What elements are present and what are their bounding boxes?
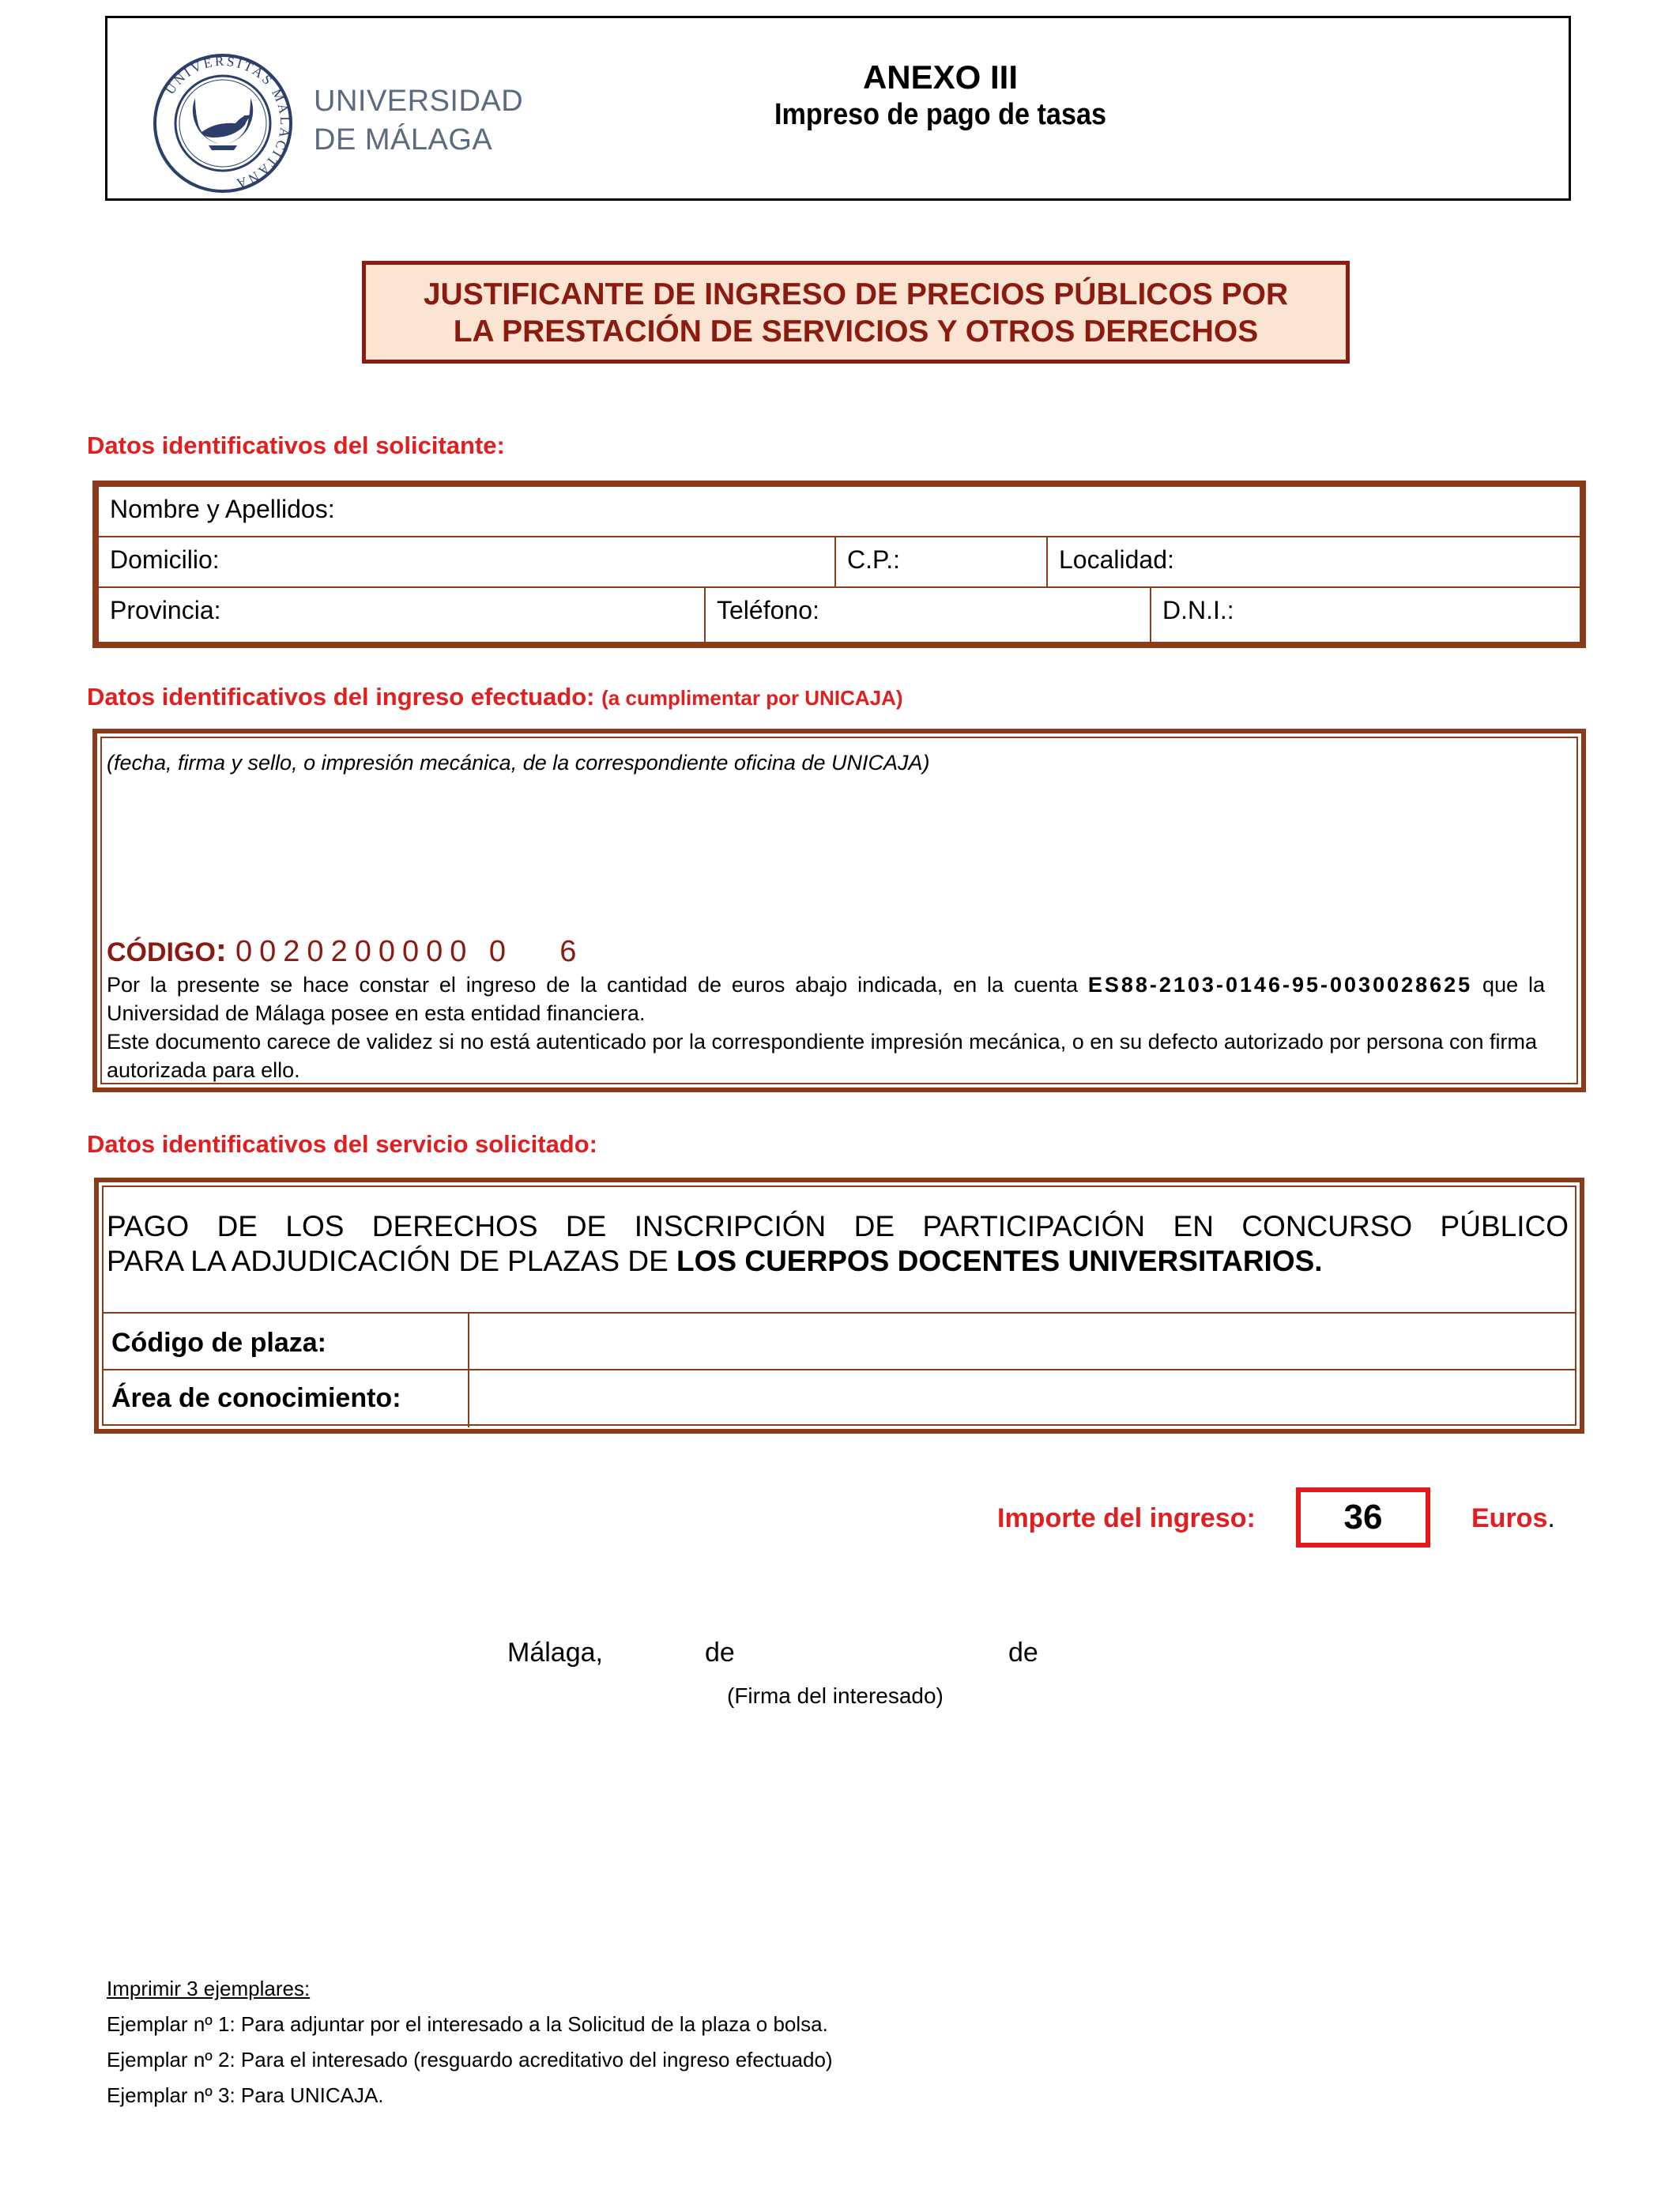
servicio-line2-a: PARA LA ADJUDICACIÓN DE PLAZAS DE (107, 1245, 677, 1277)
codigo-plaza-row[interactable] (102, 1312, 1576, 1370)
codigo-line (107, 931, 583, 969)
telefono-label: Teléfono: (717, 596, 819, 624)
ingreso-section-title (87, 683, 903, 711)
signature-date-de2: de (1008, 1638, 1038, 1668)
university-name (314, 82, 523, 160)
area-conocimiento-label: Área de conocimiento: (111, 1383, 401, 1413)
localidad-field[interactable] (1046, 536, 1581, 588)
seal-text: UNIVERSITAS MALACITANA (162, 53, 293, 192)
servicio-section-title: Datos identificativos del servicio solicitado: (87, 1130, 598, 1158)
localidad-label: Localidad: (1059, 545, 1174, 574)
university-name-line1: UNIVERSIDAD (314, 85, 524, 118)
importe-label: Importe del ingreso: (997, 1503, 1256, 1533)
telefono-field[interactable] (704, 586, 1151, 643)
importe-dot: . (1547, 1503, 1555, 1533)
signature-place: Málaga, (507, 1638, 603, 1668)
importe-amount-box: 36 (1296, 1487, 1430, 1547)
nombre-field[interactable] (97, 485, 1581, 537)
solicitante-section-title: Datos identificativos del solicitante: (87, 432, 505, 459)
servicio-line1: PAGO DE LOS DERECHOS DE INSCRIPCIÓN DE PARTICIPACIÓN EN CONCURSO PÚBLICO (107, 1210, 1569, 1242)
provincia-field[interactable] (97, 586, 706, 643)
dni-label: D.N.I.: (1162, 596, 1234, 624)
university-name-line2: DE MÁLAGA (314, 123, 493, 156)
page-title (695, 58, 1185, 133)
print-instruction-item: Ejemplar nº 1: Para adjuntar por el interesado a la Solicitud de la plaza o bolsa. (107, 2012, 828, 2036)
ingreso-account-paragraph (107, 971, 1545, 1027)
ingreso-stamp-note: (fecha, firma y sello, o impresión mecánica, de la correspondiente oficina de UNICAJA) (107, 751, 930, 775)
print-instructions-title: Imprimir 3 ejemplares: (107, 1977, 311, 2000)
banner-line1: JUSTIFICANTE DE INGRESO DE PRECIOS PÚBLICOS POR (423, 277, 1289, 311)
ingreso-validity-paragraph: Este documento carece de validez si no está autenticado por la correspondiente impresión mecánica, o en su defecto autorizado por persona con firma autorizada para ello. (107, 1030, 1538, 1082)
domicilio-label: Domicilio: (110, 545, 220, 574)
importe-currency (1471, 1503, 1555, 1534)
ingreso-text-b: que la Universidad de Málaga posee en esta entidad financiera. (107, 973, 1545, 1025)
area-conocimiento-row[interactable] (102, 1369, 1576, 1426)
codigo-plaza-label: Código de plaza: (111, 1328, 326, 1358)
codigo-label: CÓDIGO (107, 937, 216, 967)
codigo-check-digit: 6 (559, 935, 584, 968)
nombre-label: Nombre y Apellidos: (110, 495, 335, 523)
banner-line2: LA PRESTACIÓN DE SERVICIOS Y OTROS DERECHOS (453, 315, 1259, 349)
bank-account-number: ES88-2103-0146-95-0030028625 (1087, 973, 1473, 997)
annex-subtitle: Impreso de pago de tasas (774, 98, 1107, 131)
codigo-value: 0020200000 0 (235, 935, 514, 968)
annex-title: ANEXO III (862, 58, 1019, 96)
print-instruction-item: Ejemplar nº 3: Para UNICAJA. (107, 2083, 384, 2107)
row-divider (468, 1370, 469, 1427)
importe-currency-label: Euros (1471, 1503, 1548, 1533)
signature-date-de1: de (705, 1638, 735, 1668)
codigo-colon: : (215, 931, 227, 968)
servicio-line2 (107, 1244, 1569, 1279)
row-divider (468, 1314, 469, 1370)
dni-field[interactable] (1150, 586, 1581, 643)
cp-label: C.P.: (847, 545, 900, 574)
servicio-line2-bold: LOS CUERPOS DOCENTES UNIVERSITARIOS. (676, 1245, 1323, 1277)
ingreso-legal-text (107, 971, 1545, 1084)
ingreso-title-sub: (a cumplimentar por UNICAJA) (601, 686, 903, 710)
cp-field[interactable] (834, 536, 1048, 588)
university-seal-logo (152, 52, 294, 194)
ingreso-title-main: Datos identificativos del ingreso efectuado: (87, 683, 595, 711)
servicio-description (107, 1209, 1569, 1279)
ingreso-text-a: Por la presente se hace constar el ingreso de la cantidad de euros abajo indicada, en la cuenta (107, 973, 1088, 997)
signature-caption: (Firma del interesado) (727, 1683, 944, 1708)
print-instruction-item: Ejemplar nº 2: Para el interesado (resguardo acreditativo del ingreso efectuado) (107, 2048, 833, 2071)
print-instructions (107, 1971, 833, 2113)
provincia-label: Provincia: (110, 596, 221, 624)
domicilio-field[interactable] (97, 536, 836, 588)
document-type-banner (362, 261, 1350, 364)
